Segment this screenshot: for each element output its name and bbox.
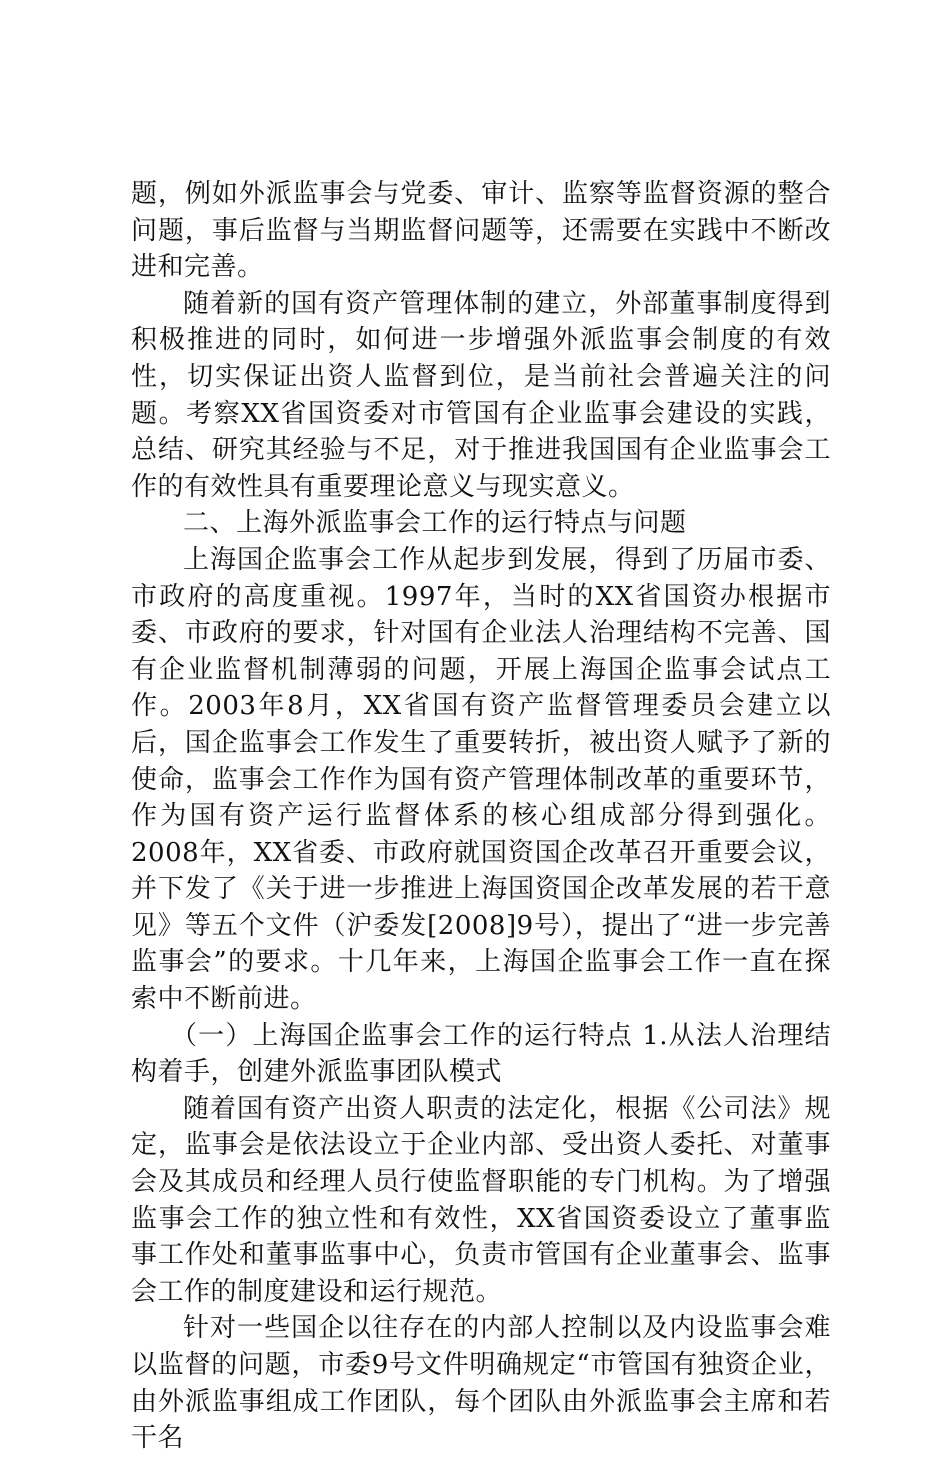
section-heading-2: 二、上海外派监事会工作的运行特点与问题 <box>183 508 687 539</box>
subsection-heading-1: （一）上海国企监事会工作的运行特点 1.从法人治理结构着手，创建外派监事团队模式 <box>131 1020 831 1088</box>
paragraph-state-asset-reform: 随着新的国有资产管理体制的建立，外部董事制度得到积极推进的同时，如何进一步增强外派监事会制度的有效性，切实保证出资人监督到位，是当前社会普遍关注的问题。考察XX省国资委对市管国有企业监事会建设的实践，总结、研究其经验与不足，对于推进我国国有企业监事会工作的有效性具有重要理论意义与现实意义。 <box>131 288 831 502</box>
paragraph-internal-control: 针对一些国企以往存在的内部人控制以及内设监事会难以监督的问题，市委9号文件明确规定“市管国有独资企业，由外派监事组成工作团队，每个团队由外派监事会主席和若干名 <box>131 1313 831 1454</box>
paragraph-company-law: 随着国有资产出资人职责的法定化，根据《公司法》规定，监事会是依法设立于企业内部、受出资人委托、对董事会及其成员和经理人员行使监督职能的专门机构。为了增强监事会工作的独立性和有效性，XX省国资委设立了董事监事工作处和董事监事中心，负责市管国有企业董事会、监事会工作的制度建设和运行规范。 <box>131 1093 831 1307</box>
document-body <box>131 176 831 1457</box>
paragraph-continuation: 题，例如外派监事会与党委、审计、监察等监督资源的整合问题，事后监督与当期监督问题等，还需要在实践中不断改进和完善。 <box>131 179 831 283</box>
paragraph-shanghai-history: 上海国企监事会工作从起步到发展，得到了历届市委、市政府的高度重视。1997年，当时的XX省国资办根据市委、市政府的要求，针对国有企业法人治理结构不完善、国有企业监督机制薄弱的问题，开展上海国企监事会试点工作。2003年8月，XX省国有资产监督管理委员会建立以后，国企监事会工作发生了重要转折，被出资人赋予了新的使命，监事会工作作为国有资产管理体制改革的重要环节，作为国有资产运行监督体系的核心组成部分得到强化。2008年，XX省委、市政府就国资国企改革召开重要会议，并下发了《关于进一步推进上海国资国企改革发展的若干意见》等五个文件（沪委发[2008]9号），提出了“进一步完善监事会”的要求。十几年来，上海国企监事会工作一直在探索中不断前进。 <box>131 544 831 1015</box>
